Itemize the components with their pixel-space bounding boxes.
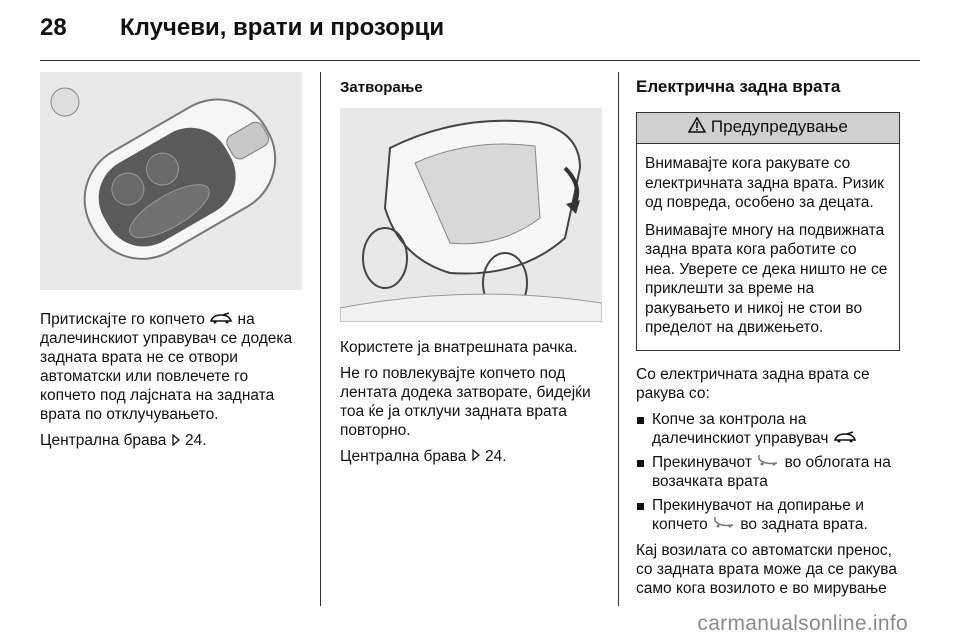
- page-title: Клучеви, врати и прозорци: [120, 14, 445, 41]
- reference-text: Централна брава: [40, 432, 167, 450]
- reference-text: Централна брава: [340, 448, 467, 465]
- list-item: [636, 496, 900, 535]
- list-item: [636, 410, 900, 449]
- section-heading-electric-tailgate: Електрична задна врата: [636, 77, 841, 96]
- list-item-text: во облогата на возачката врата: [652, 453, 891, 491]
- footer-watermark: carmanualsonline.info: [697, 612, 908, 635]
- paragraph-do-not-pull: Не го повлекувајте копчето под лентата додека затворате, бидејќи тоа ќе ја отклучи задната врата повторно.: [340, 365, 591, 439]
- warning-box: [636, 112, 900, 351]
- warning-triangle-icon: [688, 117, 706, 138]
- column-left: [40, 72, 302, 458]
- column-right: [636, 72, 900, 605]
- car-trunk-icon: [833, 429, 857, 449]
- list-item: [636, 453, 900, 492]
- text-part: на далечинскиот управувач се додека задната врата не се отвори автоматски или повлечете го копчето под лајсната на задната врата по отклучувањето.: [40, 311, 293, 424]
- list-item-text: во задната врата.: [740, 516, 868, 534]
- key-fob-image: [40, 72, 302, 290]
- column-divider: [320, 72, 321, 606]
- tailgate-switch-icon: [756, 453, 780, 473]
- warning-text: Внимавајте кога ракувате со електричната задна врата. Ризик од повреда, особено за децата.: [645, 155, 884, 212]
- header-divider: [40, 60, 920, 61]
- paragraph-use-handle: Користете ја внатрешната рачка.: [340, 339, 578, 356]
- reference-page: 24.: [484, 448, 507, 465]
- cross-reference[interactable]: [340, 447, 602, 466]
- list-item-text: Прекинувачот на допирање и копчето: [652, 496, 864, 534]
- paragraph-operation-intro: Со електричната задна врата се ракува со:: [636, 365, 870, 402]
- warning-text: Внимавајте многу на подвижната задна врата кога работите со неа. Уверете се дека ништо не се приклешти за време на ракувањето и никој не стои во пределот на движењето.: [645, 221, 888, 337]
- paragraph-open-tailgate: [40, 310, 302, 424]
- paragraph-automatic-transmission: Кај возилата со автоматски пренос, со задната врата може да се ракува само кога возилото е во мирување: [636, 541, 897, 597]
- warning-title: Предупредување: [710, 117, 848, 136]
- tailgate-switch-icon: [712, 515, 736, 535]
- cross-reference[interactable]: [40, 431, 302, 450]
- text-part: Притискајте го копчето: [40, 311, 205, 328]
- cross-reference-arrow-icon: [171, 432, 181, 451]
- list-item-text: Копче за контрола на далечинскиот управувач: [652, 410, 829, 448]
- warning-header: [637, 113, 899, 144]
- cross-reference-arrow-icon: [471, 447, 481, 466]
- page-number: 28: [40, 14, 67, 41]
- car-trunk-icon: [209, 310, 233, 329]
- list-item-text: Прекинувачот: [652, 453, 752, 471]
- tailgate-closing-image: [340, 108, 602, 322]
- reference-page: 24.: [184, 432, 207, 450]
- column-middle: [340, 72, 602, 473]
- column-divider: [618, 72, 619, 606]
- warning-body: [637, 144, 899, 350]
- section-heading-closing: Затворање: [340, 79, 423, 96]
- operation-list: [636, 410, 900, 535]
